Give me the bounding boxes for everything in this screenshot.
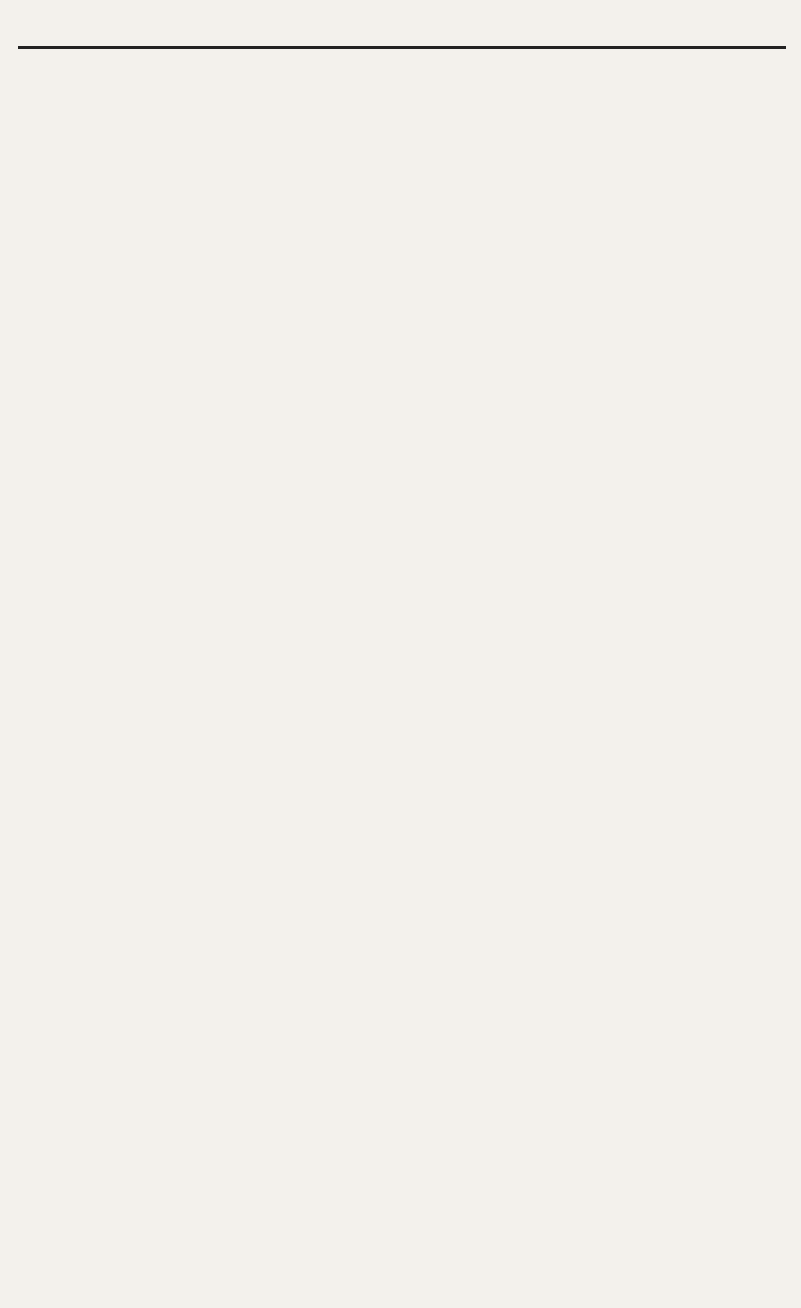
entry-847 — [34, 1264, 789, 1287]
running-head — [22, 6, 782, 46]
entry-820 — [34, 176, 789, 199]
header-rule — [18, 46, 786, 49]
